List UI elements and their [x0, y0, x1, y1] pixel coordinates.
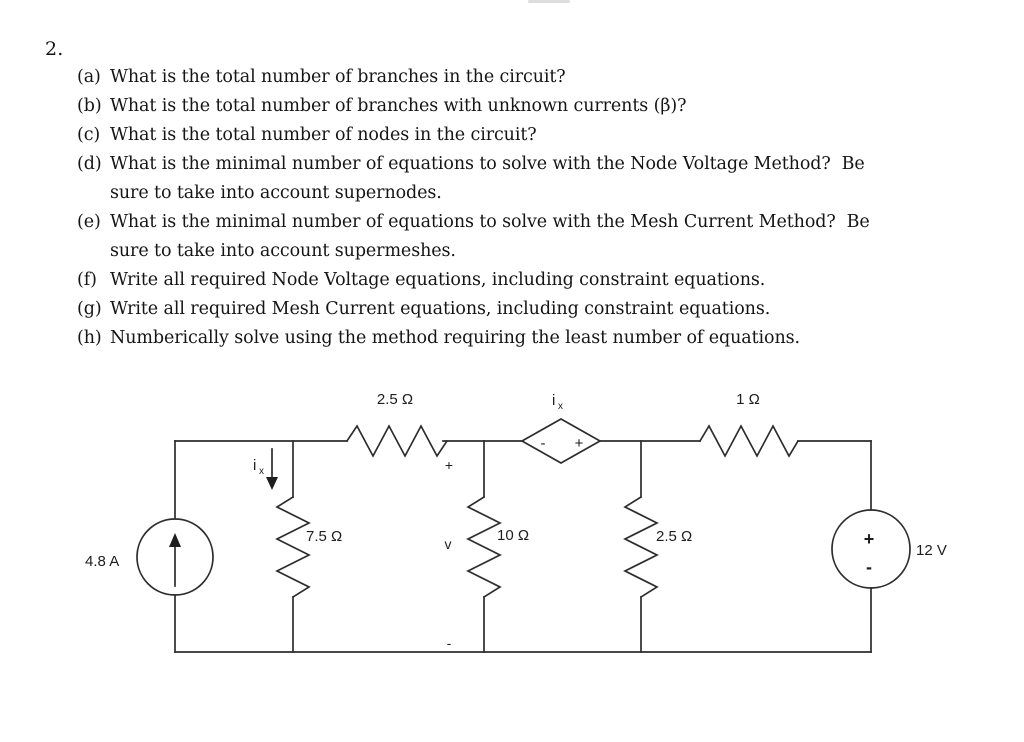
dependent-source-label-sub-x: x	[558, 401, 563, 412]
question-text: What is the total number of nodes in the circuit?	[110, 125, 537, 145]
resistor-2-5-ohm-series	[347, 426, 447, 456]
question-label: (b)	[77, 96, 102, 116]
question-label: (h)	[77, 328, 102, 348]
question-text: Write all required Node Voltage equations, including constraint equations.	[110, 270, 766, 290]
voltage-mark-v: v	[444, 536, 452, 552]
resistor-10-ohm-shunt	[468, 497, 500, 597]
question-text: What is the total number of branches in the circuit?	[110, 67, 566, 87]
question-text-continuation: sure to take into account supernodes.	[110, 183, 442, 203]
voltage-source-plus: +	[863, 529, 875, 549]
question-label: (g)	[77, 299, 102, 319]
question-text: Numberically solve using the method requiring the least number of equations.	[110, 328, 800, 348]
question-text-continuation: sure to take into account supermeshes.	[110, 241, 456, 261]
voltage-mark-minus: -	[446, 635, 452, 651]
resistor-2-5-ohm-shunt	[625, 497, 657, 597]
controlled-current-label-sub-x: x	[259, 466, 264, 477]
resistor-2-5-ohm-shunt-label: 2.5 Ω	[656, 528, 693, 545]
question-label: (d)	[77, 154, 102, 174]
question-text: What is the total number of branches with unknown currents (β)?	[110, 96, 687, 116]
resistor-1-ohm-series	[700, 426, 798, 456]
resistor-7-5-ohm-label: 7.5 Ω	[306, 528, 343, 545]
resistor-1-ohm-series-label: 1 Ω	[736, 391, 760, 408]
question-label: (a)	[77, 67, 101, 87]
ix-arrow-head-icon	[266, 477, 278, 490]
dependent-source-plus: +	[574, 435, 584, 452]
resistor-10-ohm-label: 10 Ω	[497, 527, 530, 544]
dependent-source-label-i: i	[552, 392, 556, 409]
resistor-7-5-ohm-shunt	[277, 497, 309, 597]
dependent-source-minus: -	[540, 435, 546, 452]
question-label: (e)	[77, 212, 101, 232]
resistor-2-5-ohm-series-label: 2.5 Ω	[376, 391, 414, 408]
voltage-mark-plus: +	[444, 457, 454, 473]
question-text: What is the minimal number of equations to solve with the Node Voltage Method? Be	[110, 154, 865, 174]
voltage-source-label: 12 V	[916, 542, 947, 559]
question-text: Write all required Mesh Current equations, including constraint equations.	[110, 299, 771, 319]
question-label: (f)	[77, 270, 97, 290]
problem-number: 2.	[45, 38, 64, 60]
voltage-source-minus: -	[866, 557, 872, 577]
controlled-current-label-i: i	[253, 457, 257, 474]
question-label: (c)	[77, 125, 101, 145]
dependent-source-diamond	[522, 419, 600, 463]
current-source-label: 4.8 A	[85, 553, 120, 570]
question-text: What is the minimal number of equations to solve with the Mesh Current Method? Be	[110, 212, 870, 232]
